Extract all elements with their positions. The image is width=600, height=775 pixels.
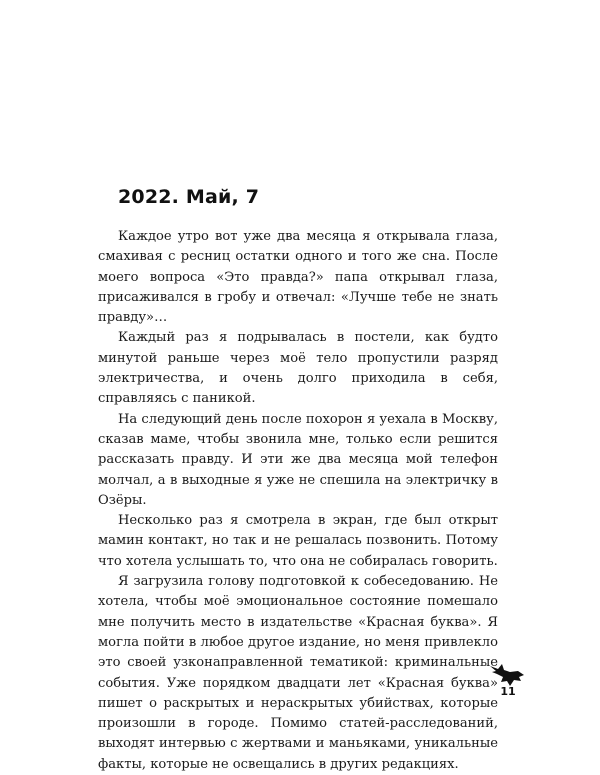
body-text (98, 227, 498, 775)
paragraph: Я загрузила голову подготовкой к собеседованию. Не хотела, чтобы моё эмоциональное состояние помешало мне получить место в издательстве «Красная буква». Я могла пойти в любое другое издание, но меня привлекло это своей узконаправленной тематикой: криминальные события. Уже порядком двадцати лет «Красная буква» пишет о раскрытых и нераскрытых убийствах, которые произошли в городе. Помимо статей-расследований, выходят интервью с жертвами и маньяками, уникальные факты, которые не освещались в других редакциях. (98, 574, 498, 772)
paragraph: Каждый раз я подрывалась в постели, как будто минутой раньше через моё тело пропустили разряд электричества, и очень долго приходила в себя, справляясь с паникой. (98, 330, 498, 407)
chapter-title: 2022. Май, 7 (118, 186, 260, 208)
paragraph: Каждое утро вот уже два месяца я открывала глаза, смахивая с ресниц остатки одного и того же сна. После моего вопроса «Это правда?» папа открывал глаза, присаживался в гробу и отвечал: «Лучше тебе не знать правду»… (98, 229, 498, 326)
paragraph: Несколько раз я смотрела в экран, где был открыт мамин контакт, но так и не решалась позвонить. Потому что хотела услышать то, что она не собиралась говорить. (98, 513, 498, 569)
page-number: 11 (500, 685, 516, 698)
paragraph: На следующий день после похорон я уехала в Москву, сказав маме, чтобы звонила мне, только если решится рассказать правду. И эти же два месяца мой телефон молчал, а в выходные я уже не спешила на электричку в Озёры. (98, 411, 498, 508)
